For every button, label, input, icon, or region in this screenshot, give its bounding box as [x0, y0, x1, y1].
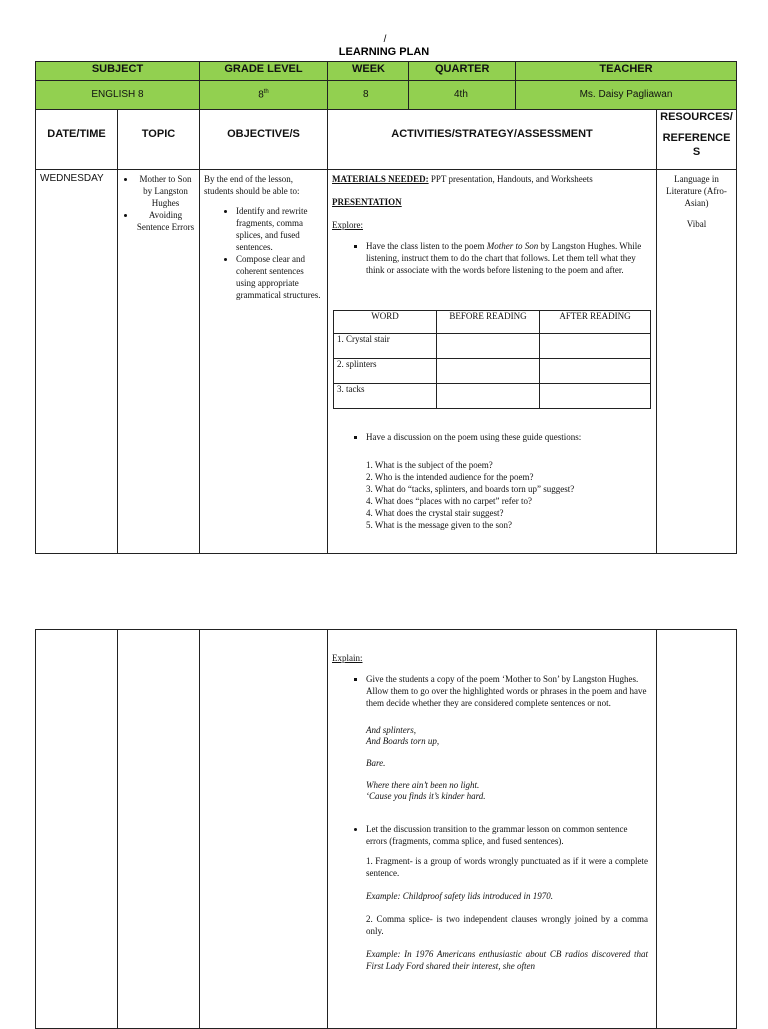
- grade-number: 8: [258, 89, 264, 101]
- p2-resources-cell: [656, 629, 737, 1029]
- topic-item: • Mother to Son by Langston Hughes: [136, 173, 195, 209]
- word-chart: [333, 310, 651, 409]
- word-chart-row: [334, 384, 651, 409]
- word-chart-header: BEFORE READING: [437, 311, 540, 334]
- comma-splice-definition: 2. Comma splice- is two independent clauses wrongly joined by a comma only.: [366, 914, 648, 936]
- explore-post: by Langston Hughes. While listening, instruct them to do the chart that follows. Let them tell what they think or associate with the words before listening to the poem and after.: [366, 241, 642, 275]
- quarter-value-cell: [408, 80, 516, 110]
- resources-label-line1: RESOURCES/: [660, 111, 733, 123]
- word-chart-word: 3. tacks: [334, 384, 437, 409]
- subject-label: SUBJECT: [91, 63, 144, 75]
- quarter-label: QUARTER: [435, 63, 490, 75]
- grade-label: GRADE LEVEL: [224, 63, 303, 75]
- date-column-header: [35, 109, 118, 170]
- activities-column-label: ACTIVITIES/STRATEGY/ASSESSMENT: [391, 128, 593, 140]
- materials-line: [332, 173, 652, 185]
- word-chart-row: [334, 334, 651, 359]
- word-chart-after-cell[interactable]: [540, 334, 651, 359]
- objectives-column-label: OBJECTIVE/S: [227, 128, 300, 140]
- materials-label: MATERIALS NEEDED:: [332, 174, 429, 184]
- p2-objectives-cell: [199, 629, 328, 1029]
- page-title: LEARNING PLAN: [338, 46, 430, 58]
- guide-question: 3. What do “tacks, splinters, and boards torn up” suggest?: [366, 484, 575, 494]
- comma-splice-example: Example: In 1976 Americans enthusiastic about CB radios discovered that First Lady Ford shared their interest, she often: [366, 949, 648, 971]
- poem-line: And splinters,: [366, 725, 417, 735]
- guide-questions: [366, 459, 651, 531]
- explore-label: Explore:: [332, 220, 363, 230]
- transition-item: • Let the discussion transition to the grammar lesson on common sentence errors (fragments, comma splice, and fused sentences).: [366, 823, 648, 847]
- explain-item: ▪ Give the students a copy of the poem ‘Mother to Son’ by Langston Hughes. Allow them to go over the highlighted words or phrases in the poem and have them decide whether they are considered complete sentences or not.: [366, 673, 648, 709]
- grade-value: [200, 89, 327, 100]
- word-chart-after-cell[interactable]: [540, 384, 651, 409]
- resources-label-line2: REFERENCE: [662, 132, 731, 144]
- date-value: WEDNESDAY: [40, 173, 104, 184]
- objectives-cell: [199, 169, 328, 554]
- poem-line: And Boards torn up,: [366, 736, 440, 746]
- poem-line: ‘Cause you finds it’s kinder hard.: [366, 791, 486, 801]
- quarter-value: 4th: [454, 89, 468, 100]
- objectives-column-header: [199, 109, 328, 170]
- word-chart-before-cell[interactable]: [437, 359, 540, 384]
- week-value: 8: [363, 89, 369, 100]
- guide-question: 1. What is the subject of the poem?: [366, 460, 493, 470]
- word-chart-before-cell[interactable]: [437, 384, 540, 409]
- teacher-header-cell: [515, 61, 737, 81]
- poem-excerpt: [366, 725, 652, 802]
- word-chart-before-cell[interactable]: [437, 334, 540, 359]
- quarter-header-cell: [408, 61, 516, 81]
- poem-line: Bare.: [366, 758, 386, 768]
- word-chart-header: AFTER READING: [540, 311, 651, 334]
- grade-value-cell: [199, 80, 328, 110]
- subject-value-cell: [35, 80, 200, 110]
- guide-question: 4. What does the crystal stair suggest?: [366, 508, 504, 518]
- explore-item: [366, 240, 650, 276]
- word-chart-after-cell[interactable]: [540, 359, 651, 384]
- word-chart-word: 1. Crystal stair: [334, 334, 437, 359]
- resources-cell: [656, 169, 737, 554]
- resources-column-header: [656, 109, 737, 170]
- topic-column-header: [117, 109, 200, 170]
- subject-value: ENGLISH 8: [91, 89, 144, 100]
- word-chart-header: WORD: [334, 311, 437, 334]
- week-label: WEEK: [352, 63, 385, 75]
- grade-header-cell: [199, 61, 328, 81]
- explain-label: Explain:: [332, 653, 363, 663]
- word-chart-word: 2. splinters: [334, 359, 437, 384]
- guide-question: 5. What is the message given to the son?: [366, 520, 513, 530]
- week-value-cell: [327, 80, 409, 110]
- resources-label-line3: S: [692, 146, 701, 158]
- guide-question: 2. Who is the intended audience for the poem?: [366, 472, 534, 482]
- poem-line: Where there ain’t been no light.: [366, 780, 480, 790]
- p2-topic-cell: [117, 629, 200, 1029]
- topic-column-label: TOPIC: [141, 128, 176, 140]
- explain-list: [352, 673, 648, 709]
- teacher-label: TEACHER: [599, 63, 653, 75]
- date-column-label: DATE/TIME: [47, 128, 106, 140]
- topic-cell: [117, 169, 200, 554]
- transition-list: [352, 823, 648, 847]
- grade-suffix: th: [263, 89, 269, 95]
- date-cell: [35, 169, 118, 554]
- fragment-example: Example: Childproof safety lids introduced in 1970.: [366, 891, 554, 901]
- word-chart-row: [334, 359, 651, 384]
- explore-pre: Have the class listen to the poem: [366, 241, 487, 251]
- title-slash: /: [383, 34, 387, 45]
- teacher-value: Ms. Daisy Pagliawan: [579, 89, 673, 100]
- discussion-item: ▪ Have a discussion on the poem using these guide questions:: [366, 431, 656, 443]
- explore-list: [352, 240, 650, 276]
- topic-item: • Avoiding Sentence Errors: [136, 209, 195, 233]
- objective-item: • Compose clear and coherent sentences using appropriate grammatical structures.: [236, 253, 323, 301]
- week-header-cell: [327, 61, 409, 81]
- word-chart-header-row: [334, 311, 651, 334]
- discussion-list: [352, 431, 656, 443]
- subject-header-cell: [35, 61, 200, 81]
- activities-column-header: [327, 109, 657, 170]
- objective-list: [222, 205, 323, 301]
- resource-item: Language in Literature (Afro-Asian): [666, 174, 727, 208]
- objective-intro: By the end of the lesson, students should be able to:: [204, 174, 300, 196]
- materials-text: PPT presentation, Handouts, and Worksheets: [428, 174, 593, 184]
- explore-poem-title: Mother to Son: [486, 241, 539, 251]
- resource-item: Vibal: [686, 219, 707, 229]
- p2-activities-cell: [327, 629, 657, 1029]
- activities-cell: [327, 169, 657, 554]
- objective-item: • Identify and rewrite fragments, comma splices, and fused sentences.: [236, 205, 323, 253]
- topic-list: [122, 173, 195, 233]
- fragment-definition: 1. Fragment- is a group of words wrongly punctuated as if it were a complete sentence.: [366, 856, 648, 878]
- teacher-value-cell: [515, 80, 737, 110]
- guide-question: 4. What does “places with no carpet” refer to?: [366, 496, 533, 506]
- p2-date-cell: [35, 629, 118, 1029]
- presentation-label: PRESENTATION: [332, 197, 402, 207]
